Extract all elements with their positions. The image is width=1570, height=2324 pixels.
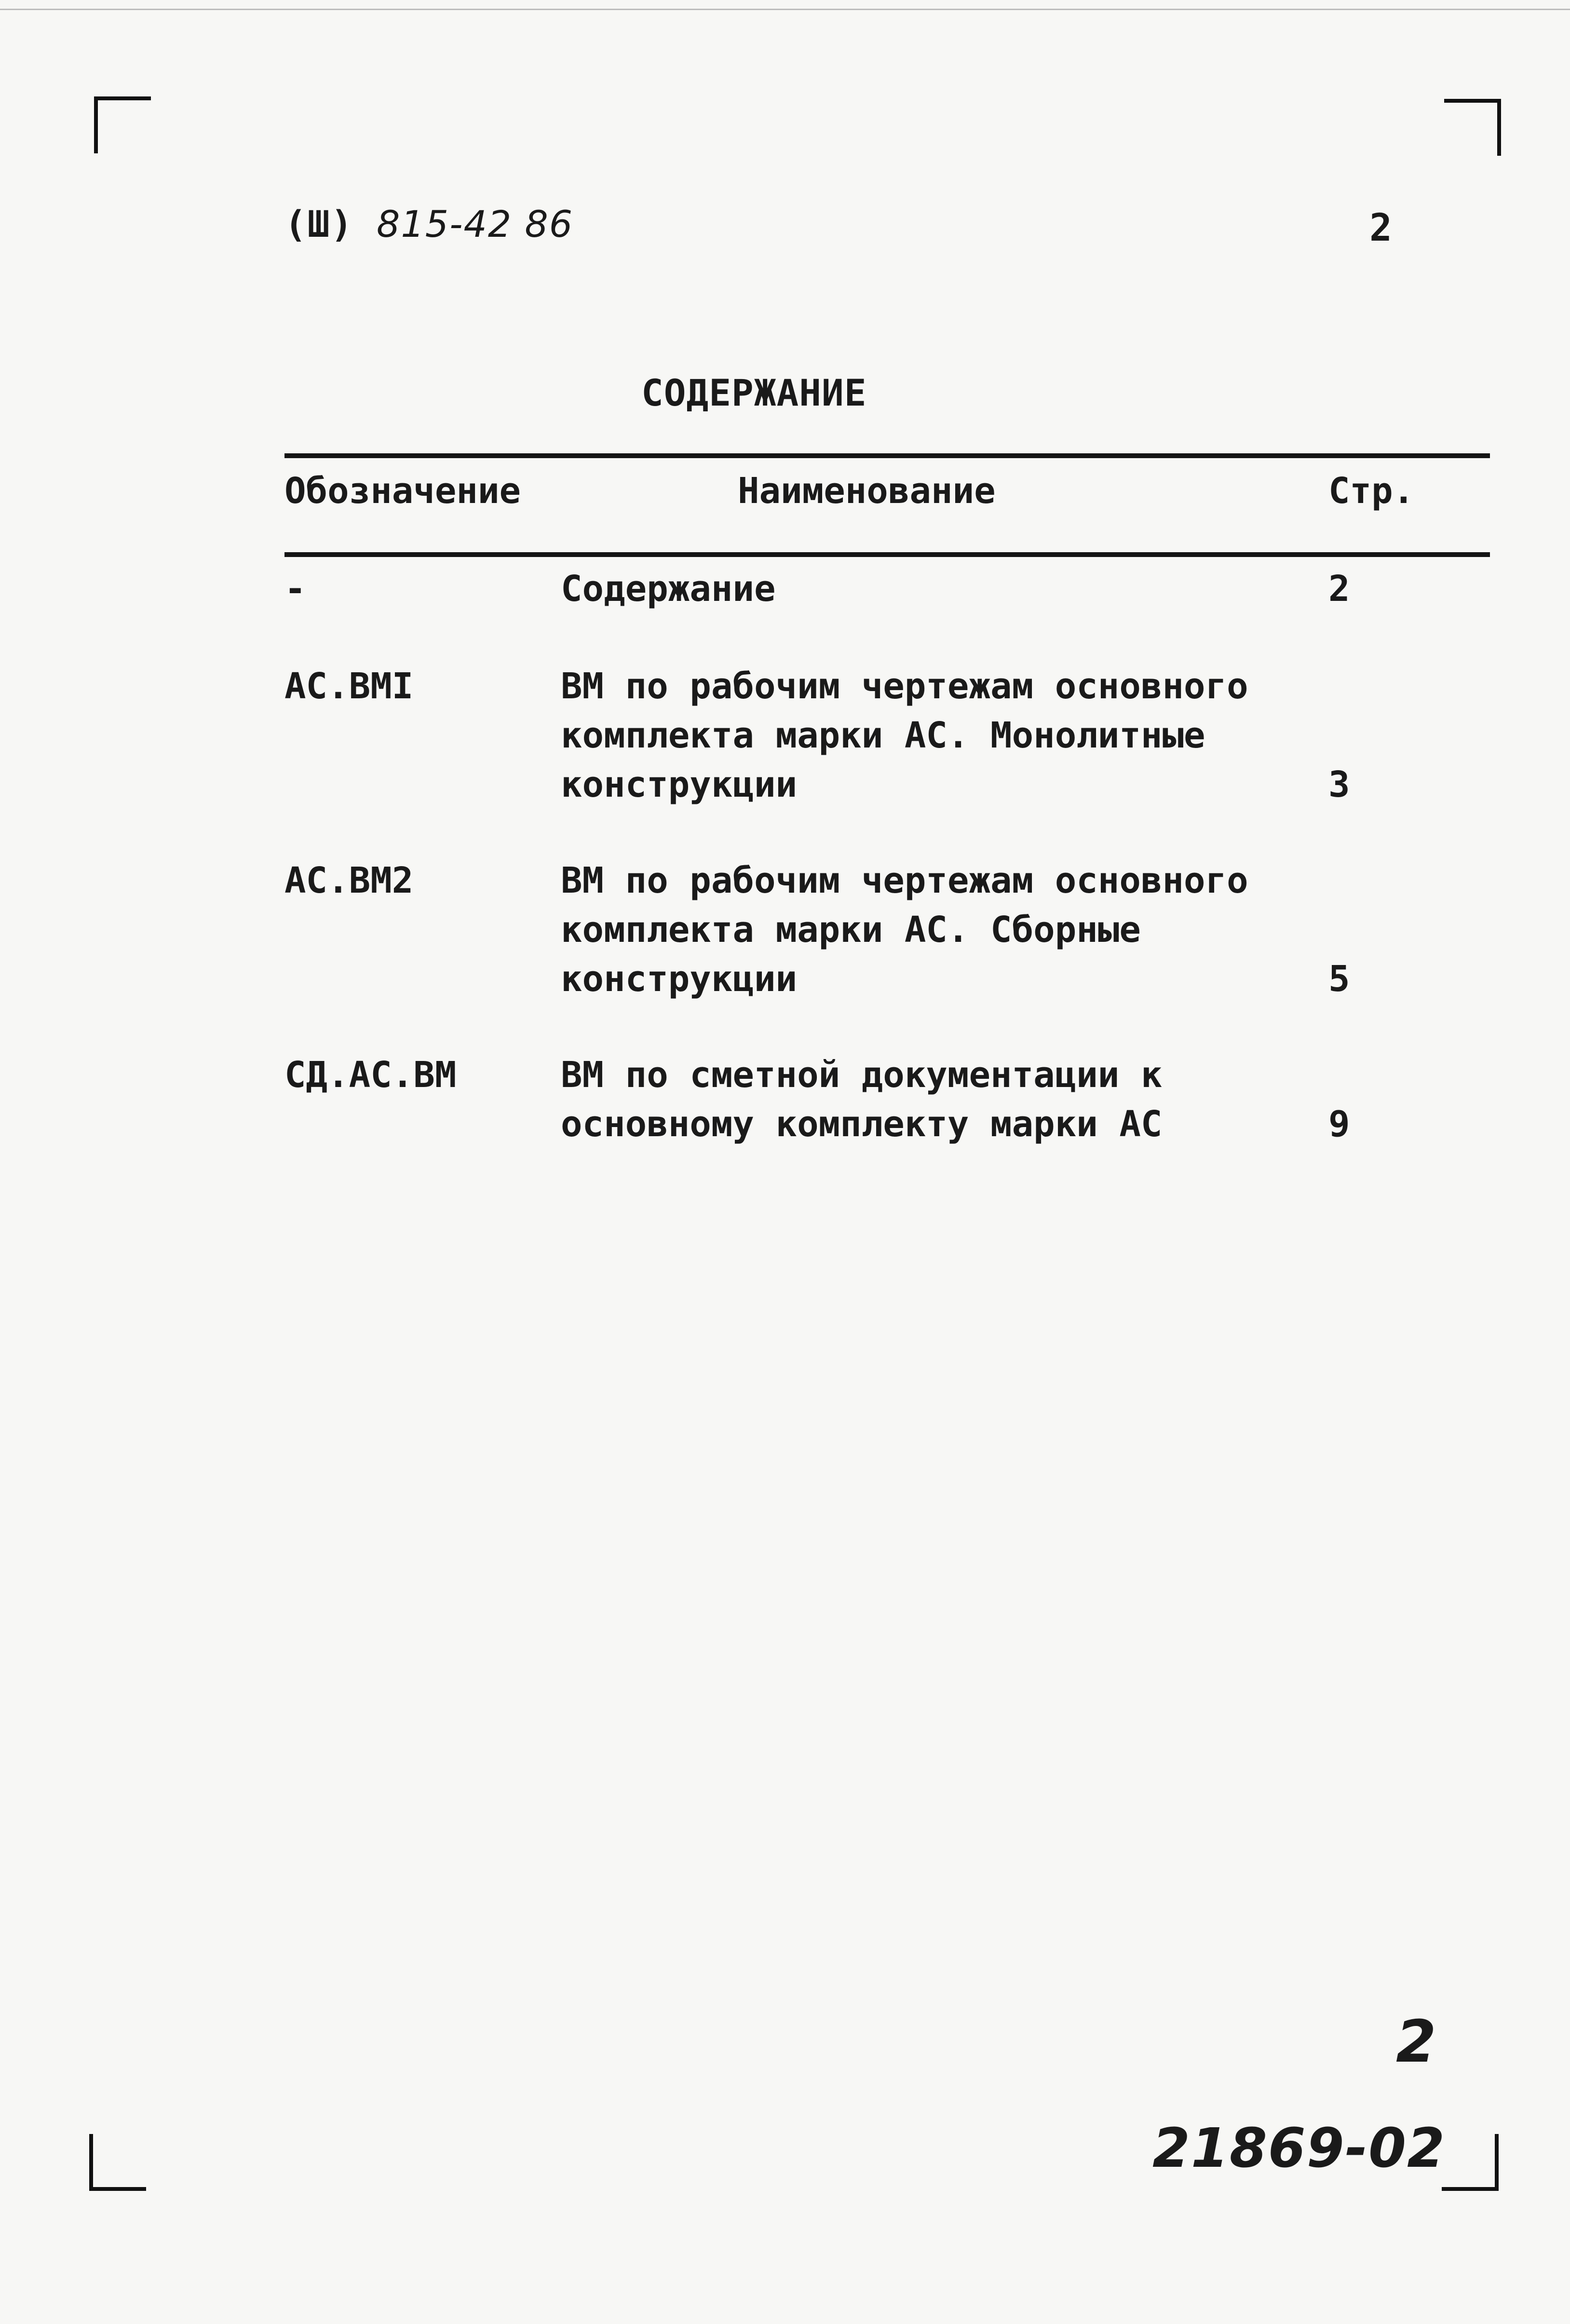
- row-page: 9: [1328, 1103, 1350, 1145]
- archive-code: 21869-02: [1152, 2117, 1446, 2180]
- document-code-prefix: (Ш): [284, 203, 354, 245]
- row-name: Содержание: [561, 568, 776, 610]
- scan-edge-line: [0, 9, 1570, 10]
- corner-mark-top-left: [94, 96, 151, 153]
- row-name: ВМ по рабочим чертежам основного комплекта марки АС. Сборные конструкции: [561, 860, 1248, 1000]
- table-header-rule: [284, 552, 1490, 557]
- table-top-rule: [284, 453, 1490, 458]
- column-header-designation: Обозначение: [284, 470, 521, 512]
- row-code: АС.ВМI: [284, 666, 414, 707]
- corner-mark-bottom-left: [89, 2134, 146, 2191]
- row-code: СД.АС.ВМ: [284, 1054, 457, 1096]
- document-code-handwritten: 815-42 86: [377, 203, 574, 245]
- contents-title: СОДЕРЖАНИЕ: [641, 371, 867, 414]
- document-code: [284, 203, 573, 245]
- row-page: 2: [1328, 568, 1350, 610]
- header-page-number: 2: [1369, 206, 1392, 250]
- row-name: ВМ по рабочим чертежам основного комплекта марки АС. Монолитные конструкции: [561, 666, 1248, 805]
- row-page: 5: [1328, 958, 1350, 1000]
- row-page: 3: [1328, 764, 1350, 805]
- corner-mark-bottom-right: [1442, 2134, 1499, 2191]
- row-code: -: [284, 568, 306, 610]
- row-code: АС.ВМ2: [284, 860, 414, 901]
- handwritten-sheet-number: 2: [1396, 2009, 1436, 2076]
- column-header-name: Наименование: [738, 470, 996, 512]
- row-name: ВМ по сметной документации к основному комплекту марки АС: [561, 1054, 1163, 1145]
- corner-mark-top-right: [1444, 99, 1501, 156]
- column-header-page: Стр.: [1328, 470, 1415, 512]
